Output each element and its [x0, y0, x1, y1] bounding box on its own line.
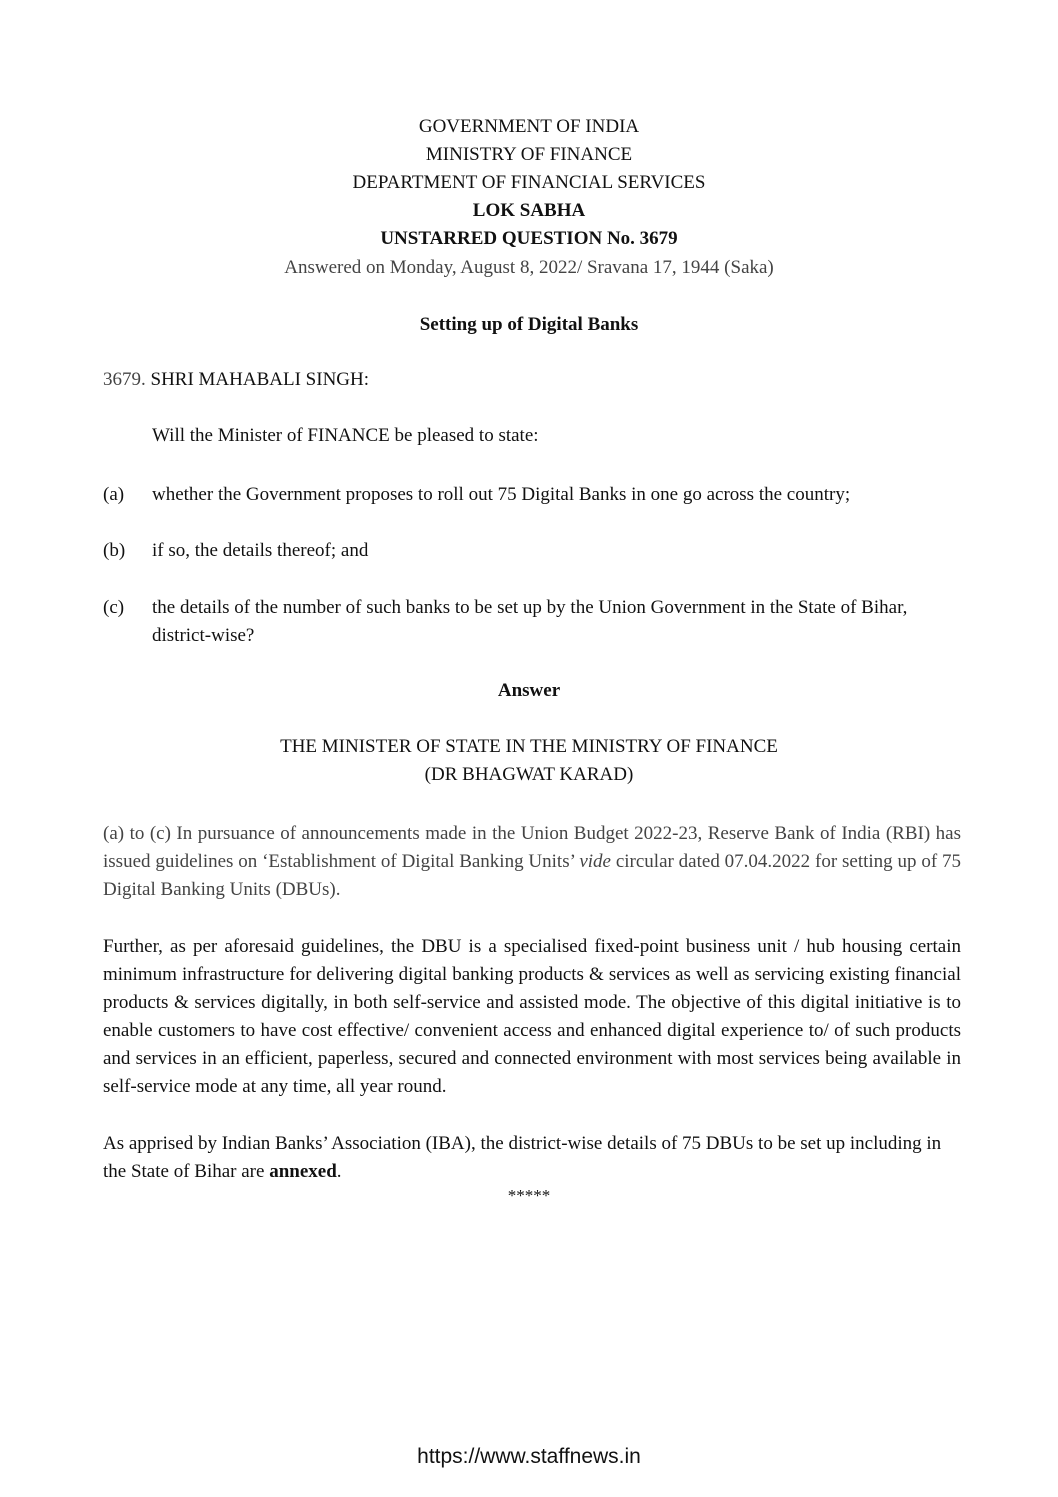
header-department: DEPARTMENT OF FINANCIAL SERVICES: [352, 172, 706, 193]
header-ministry: MINISTRY OF FINANCE: [425, 144, 633, 165]
answer-heading: Answer: [497, 680, 561, 701]
answer-paragraph-3-text: As apprised by Indian Banks’ Association (IBA), the district-wise details of 75 DBUs to be set up including in the State of Bihar are: [103, 1133, 942, 1182]
answer-paragraph-3-end: .: [336, 1161, 342, 1182]
question-line: [103, 369, 369, 391]
answer-paragraph-2: Further, as per aforesaid guidelines, the DBU is a specialised fixed-point business unit / hub housing certain minimum infrastructure for delivering digital banking products & services as well as servicing existing financial products & services digitally, in both self-service and assisted mode. The objective of this digital initiative is to enable customers to have cost effective/ convenient access and enhanced digital experience to/ of such products and services in an efficient, paperless, secured and connected environment with most services being available in self-service mode at any time, all year round.: [103, 936, 961, 1097]
item-label: (a): [103, 484, 125, 505]
answer-paragraph-1-text: (a) to (c) In pursuance of announcements made in the Union Budget 2022-23, Reserve Bank of India (RBI) has issued guidelines on ‘Establishment of Digital Banking Units’: [103, 823, 961, 872]
end-marker: *****: [507, 1186, 551, 1205]
answered-date: Answered on Monday, August 8, 2022/ Sravana 17, 1944 (Saka): [284, 257, 774, 278]
item-label: (b): [103, 540, 126, 561]
minister-title: THE MINISTER OF STATE IN THE MINISTRY OF FINANCE: [280, 736, 778, 757]
question-number: 3679.: [103, 369, 146, 390]
header-government: GOVERNMENT OF INDIA: [418, 116, 640, 137]
footer-url: https://www.staffnews.in: [417, 1445, 641, 1468]
minister-name: (DR BHAGWAT KARAD): [424, 764, 634, 785]
item-label: (c): [103, 597, 125, 618]
vide-italic: vide: [579, 851, 611, 872]
answer-paragraph-3: [103, 1130, 961, 1186]
answer-paragraph-1-end: circular dated 07.04.2022 for setting up of 75 Digital Banking Units (DBUs).: [103, 851, 961, 900]
item-text: whether the Government proposes to roll out 75 Digital Banks in one go across the country;: [152, 484, 851, 505]
answer-paragraph-1: [103, 820, 961, 904]
member-name: SHRI MAHABALI SINGH:: [150, 369, 370, 390]
header-question-number: UNSTARRED QUESTION No. 3679: [380, 228, 678, 249]
header-house: LOK SABHA: [472, 200, 586, 221]
item-text: the details of the number of such banks to be set up by the Union Government in the State of Bihar, district-wise?: [152, 597, 908, 646]
question-intro: Will the Minister of FINANCE be pleased to state:: [152, 425, 539, 446]
item-text: if so, the details thereof; and: [152, 540, 369, 561]
subject-title: Setting up of Digital Banks: [419, 314, 639, 335]
annexed-bold: annexed: [269, 1161, 337, 1182]
